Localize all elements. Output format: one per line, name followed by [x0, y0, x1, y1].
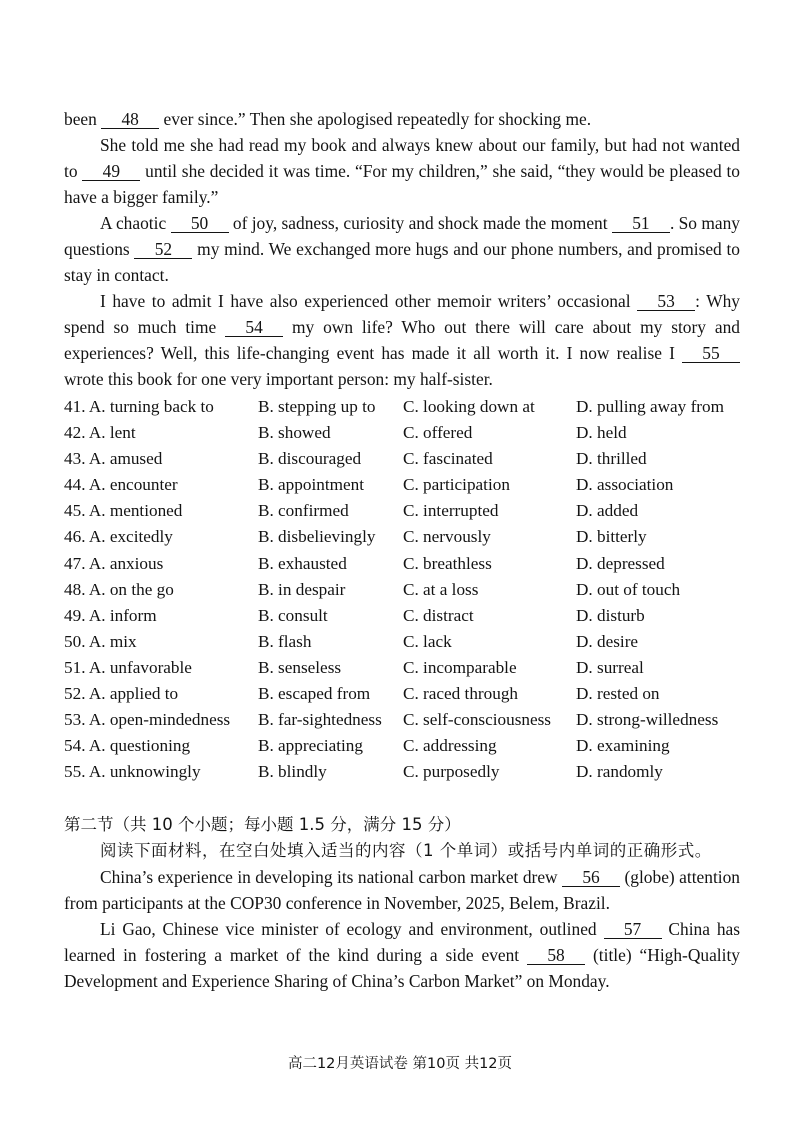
option-a: 41. A. turning back to — [64, 397, 214, 416]
option-b: B. confirmed — [258, 501, 349, 521]
option-row-54 — [64, 733, 754, 759]
blank-57: 57 — [604, 920, 662, 939]
blank-54: 54 — [225, 318, 283, 337]
option-d: D. thrilled — [576, 449, 647, 469]
option-b: B. showed — [258, 423, 331, 443]
option-row-52 — [64, 681, 754, 707]
option-c: C. looking down at — [403, 397, 535, 416]
option-d: D. pulling away from — [576, 397, 724, 416]
option-b: B. escaped from — [258, 684, 371, 704]
option-row-49 — [64, 603, 754, 629]
passage-paragraph-1: been 48 ever since.” Then she apologised repeatedly for shocking me. — [64, 109, 592, 129]
option-row-47 — [64, 551, 754, 577]
option-a: 44. A. encounter — [64, 475, 178, 495]
option-c: C. incomparable — [403, 657, 517, 677]
option-d: D. association — [576, 475, 674, 495]
option-row-46 — [64, 524, 754, 550]
option-b: B. appointment — [258, 475, 364, 495]
passage-paragraph-4: I have to admit I have also experienced other memoir writers’ occasional 53 : Why spend so much time 54 my own life? Who out there will care about my story and experiences? Well, this life-changing event has made it all worth it. I now realise I 55 wrote this book for one very important person: my half-sister. — [64, 291, 741, 389]
option-b: B. exhausted — [258, 553, 347, 573]
option-d: D. added — [576, 501, 639, 521]
section2-paragraph-1: China’s experience in developing its national carbon market drew 56 (globe) attention from participants at the COP30 conference in November, 2025, Belem, Brazil. — [64, 867, 741, 913]
option-row-43 — [64, 446, 754, 472]
page-footer: 高二12月英语试卷 第10页 共12页 — [287, 1056, 513, 1072]
option-a: 53. A. open-mindedness — [64, 710, 231, 730]
option-c: C. fascinated — [403, 449, 493, 469]
option-a: 51. A. unfavorable — [64, 657, 192, 677]
option-a: 52. A. applied to — [64, 684, 179, 704]
option-c: C. interrupted — [403, 501, 499, 521]
option-c: C. addressing — [403, 736, 497, 756]
option-row-51 — [64, 655, 754, 681]
option-c: C. offered — [403, 423, 473, 443]
blank-55: 55 — [682, 344, 740, 363]
option-c: C. participation — [403, 475, 510, 495]
option-b: B. senseless — [258, 657, 342, 677]
option-c: C. raced through — [403, 684, 519, 704]
option-a: 55. A. unknowingly — [64, 762, 201, 782]
option-b: B. flash — [258, 631, 312, 651]
answer-options — [64, 394, 754, 785]
passage-paragraph-3: A chaotic 50 of joy, sadness, curiosity and shock made the moment 51 . So many questions 52 my mind. We exchanged more hugs and our phone numbers, and promised to stay in contact. — [64, 213, 741, 285]
blank-49: 49 — [82, 162, 140, 181]
option-a: 50. A. mix — [64, 631, 137, 651]
option-d: D. surreal — [576, 657, 644, 677]
option-c: C. self-consciousness — [403, 710, 551, 730]
option-d: D. strong-willedness — [576, 710, 719, 730]
section2-paragraph-2: Li Gao, Chinese vice minister of ecology and environment, outlined 57 China has learned in fostering a market of the kind during a side event 58 (title) “High-Quality Development and Experience Sharing of China’s Carbon Market” on Monday. — [64, 919, 741, 991]
option-a: 43. A. amused — [64, 449, 163, 469]
option-b: B. disbelievingly — [258, 527, 376, 547]
blank-58: 58 — [527, 946, 585, 965]
option-a: 42. A. lent — [64, 423, 136, 443]
blank-52: 52 — [134, 240, 192, 259]
option-a: 54. A. questioning — [64, 736, 191, 756]
option-row-55 — [64, 759, 754, 785]
option-c: C. lack — [403, 631, 452, 651]
option-d: D. depressed — [576, 553, 665, 573]
option-b: B. stepping up to — [258, 397, 376, 416]
option-a: 45. A. mentioned — [64, 501, 183, 521]
passage-paragraph-2: She told me she had read my book and always knew about our family, but had not wanted to 49 until she decided it was time. “For my children,” she said, “they would be pleased to have a bigger family.” — [64, 135, 740, 207]
option-d: D. rested on — [576, 684, 660, 704]
option-c: C. purposedly — [403, 762, 500, 782]
option-b: B. far-sightedness — [258, 710, 382, 730]
option-b: B. appreciating — [258, 736, 363, 756]
option-b: B. consult — [258, 605, 328, 625]
option-a: 47. A. anxious — [64, 553, 164, 573]
option-a: 49. A. inform — [64, 605, 157, 625]
option-a: 46. A. excitedly — [64, 527, 173, 547]
option-row-53 — [64, 707, 754, 733]
blank-56: 56 — [562, 868, 620, 887]
option-c: C. distract — [403, 605, 474, 625]
blank-53: 53 — [637, 292, 695, 311]
option-d: D. desire — [576, 631, 639, 651]
section-title: 第二节（共 10 个小题；每小题 1.5 分，满分 15 分） — [64, 815, 461, 834]
option-row-48 — [64, 577, 754, 603]
option-row-44 — [64, 472, 754, 498]
option-a: 48. A. on the go — [64, 579, 174, 599]
option-b: B. discouraged — [258, 449, 362, 469]
cloze-passage — [64, 106, 740, 392]
option-c: C. nervously — [403, 527, 491, 547]
section-two — [64, 812, 740, 994]
section-instruction: 阅读下面材料，在空白处填入适当的内容（1 个单词）或括号内单词的正确形式。 — [100, 841, 712, 860]
option-d: D. out of touch — [576, 579, 681, 599]
option-c: C. breathless — [403, 553, 492, 573]
option-d: D. examining — [576, 736, 670, 756]
blank-50: 50 — [171, 214, 229, 233]
option-b: B. in despair — [258, 579, 346, 599]
option-row-42 — [64, 420, 754, 446]
option-row-50 — [64, 629, 754, 655]
option-d: D. randomly — [576, 762, 663, 782]
blank-48: 48 — [101, 110, 159, 129]
option-row-45 — [64, 498, 754, 524]
option-row-41 — [64, 394, 754, 420]
option-b: B. blindly — [258, 762, 327, 782]
option-c: C. at a loss — [403, 579, 479, 599]
blank-51: 51 — [612, 214, 670, 233]
option-d: D. disturb — [576, 605, 645, 625]
option-d: D. bitterly — [576, 527, 647, 547]
option-d: D. held — [576, 423, 627, 443]
